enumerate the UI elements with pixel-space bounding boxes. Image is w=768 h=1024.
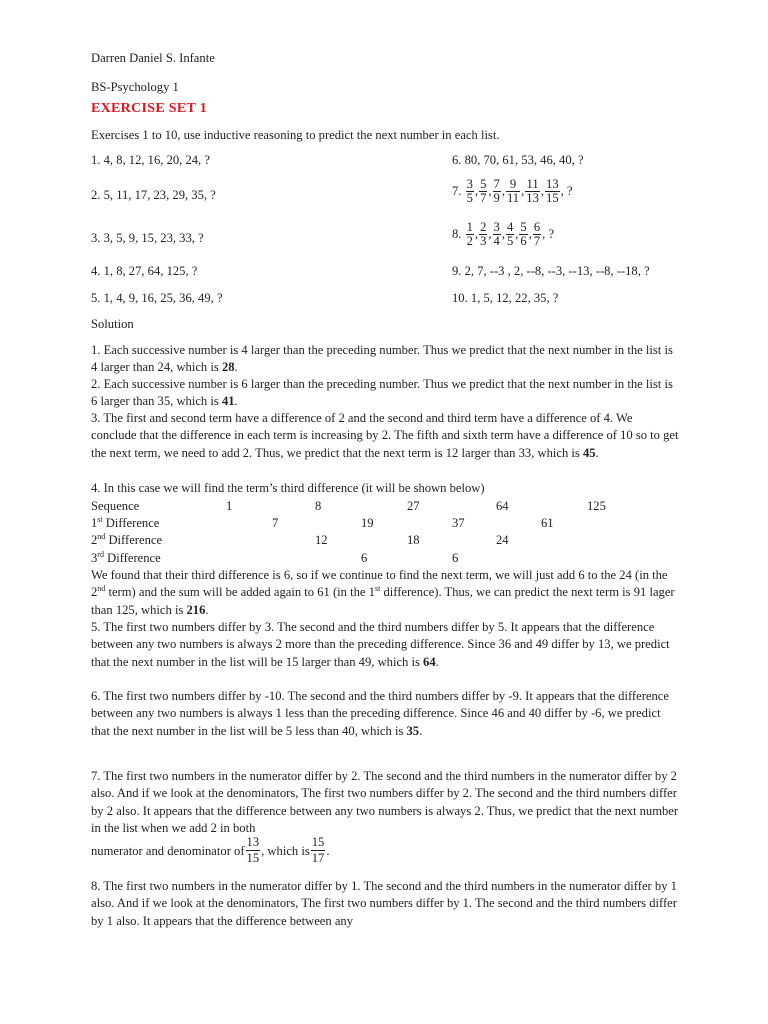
- third-difference-value: 6: [361, 551, 368, 565]
- solution-4-conclusion: We found that their third difference is 6, so if we continue to find the next term, we will just add 6 to the 24 (in the 2nd term) and the sum will be added again to 61 (in the 1st difference). Thus, we can predict the next term is 91 lager than 125, which is 216.: [91, 568, 675, 617]
- sequence-value: 64: [496, 499, 509, 513]
- fraction-numerator: 5: [480, 177, 487, 191]
- first-difference-value: 7: [272, 516, 279, 530]
- solution-heading: Solution: [91, 317, 134, 331]
- fraction-denominator: 13: [526, 191, 539, 205]
- fraction-denominator: 7: [533, 234, 541, 248]
- fraction: [493, 178, 501, 205]
- second-difference-value: 18: [407, 533, 420, 547]
- solution-1-answer: 28: [221, 360, 235, 375]
- fraction-13-15: $\frac{13}{15}$: [246, 835, 260, 865]
- fraction-denominator: 3: [480, 234, 487, 248]
- exercise-4: 4. 1, 8, 27, 64, 125, ?: [91, 264, 198, 278]
- solution-6: 6. The first two numbers differ by -10. The second and the third numbers differ by -9. It appears that the difference between any two numbers is always 1 less than the preceding difference. Since 46 and 40 differ by -6, we predict that the next number in the list will be 5 less than 40, which is 35.: [91, 689, 669, 738]
- fraction-denominator: 7: [480, 191, 487, 205]
- comma: ,: [474, 227, 479, 241]
- fraction-numerator: 5: [520, 220, 527, 234]
- fraction-denominator: 15: [546, 191, 559, 205]
- exercise-7: [452, 178, 573, 205]
- solution-5: 5. The first two numbers differ by 3. The second and the third numbers differ by 5. It appears that the difference between any two numbers is always 2 more than the preceding difference. Since 36 and 49 differ by 13, we predict that the next number in the list will be 15 larger than 49, which is 64.: [91, 620, 670, 669]
- fraction: [506, 178, 520, 205]
- sequence-value: 1: [226, 499, 233, 513]
- fraction: [506, 221, 514, 248]
- exercise-7-fractions: [465, 177, 564, 205]
- first-difference-value: 19: [361, 516, 374, 530]
- third-difference-value: 6: [452, 551, 459, 565]
- fraction-15-17: $\frac{15}{17}$: [311, 835, 325, 865]
- row-label-sequence: Sequence: [91, 499, 140, 513]
- fraction-numerator: 7: [493, 177, 500, 191]
- fraction: [466, 178, 474, 205]
- fraction-denominator: 6: [520, 234, 527, 248]
- row-label-second-difference: 2nd Difference: [91, 531, 163, 547]
- comma: ,: [542, 227, 546, 241]
- fraction: [545, 178, 560, 205]
- exercise-3: 3. 3, 5, 9, 15, 23, 33, ?: [91, 231, 204, 245]
- solution-5-answer: 64: [423, 654, 436, 669]
- solution-1-text: 1. Each successive number is 4 larger than the preceding number. Thus we predict that the next number in the list is 4 larger than 24, which is: [91, 343, 673, 375]
- comma: ,: [540, 184, 545, 198]
- solution-7: [91, 768, 681, 837]
- solution-6-answer: 35: [406, 723, 420, 738]
- fraction: [525, 178, 540, 205]
- fraction-numerator: 6: [533, 220, 541, 234]
- fraction-numerator: 4: [506, 220, 514, 234]
- first-difference-value: 37: [452, 516, 465, 530]
- fraction-numerator: 2: [480, 220, 487, 234]
- fraction-denominator: 11: [506, 191, 520, 205]
- fraction: [466, 221, 474, 248]
- solution-3-answer: 45: [582, 445, 596, 460]
- exercise-6: 6. 80, 70, 61, 53, 46, 40, ?: [452, 153, 584, 167]
- exercise-5: 5. 1, 4, 9, 16, 25, 36, 49, ?: [91, 291, 223, 305]
- comma: ,: [488, 184, 492, 198]
- solution-7-last-line: numerator and denominator of $\frac{13}{15}$ , which is $\frac{15}{17}$ .: [91, 835, 330, 865]
- fraction-numerator: 9: [506, 178, 520, 192]
- fraction-denominator: 5: [466, 191, 473, 205]
- sequence-value: 8: [315, 499, 322, 513]
- fraction: [533, 221, 541, 248]
- exercise-2: 2. 5, 11, 17, 23, 29, 35, ?: [91, 188, 216, 202]
- solution-1: 1. Each successive number is 4 larger than the preceding number. Thus we predict that the next number in the list is 4 larger than 24, which is 28.: [91, 343, 673, 375]
- solution-2: 2. Each successive number is 6 larger than the preceding number. Thus we predict that the next number in the list is 6 larger than 35, which is 41.: [91, 377, 673, 409]
- solution-3-text: 3. The first and second term have a difference of 2 and the second and third term have a difference of 4. We conclude that the difference in each term is increasing by 2. The fifth and sixth term have a difference of 10 so to get the next term, we need to add 2. Thus, we predict that the next term is 12 larger than 33, which is: [91, 411, 679, 460]
- fraction-numerator: 13: [546, 177, 559, 191]
- fraction-denominator: 4: [493, 234, 500, 248]
- fraction-numerator: 11: [526, 177, 539, 191]
- fraction-numerator: 3: [493, 220, 500, 234]
- solution-8-text: 8. The first two numbers in the numerator differ by 1. The second and the third numbers in the numerator differ by 1 also. And if we look at the denominators, The first two numbers differ by 1. The second and the third numbers differ by 1 also. It appears that the difference between any: [91, 879, 677, 928]
- fraction-denominator: 9: [493, 191, 500, 205]
- exercise-7-prefix: 7.: [452, 184, 462, 198]
- exercise-8-prefix: 8.: [452, 227, 462, 241]
- comma: ,: [501, 227, 505, 241]
- solution-4-intro: 4. In this case we will find the term’s third difference (it will be shown below): [91, 481, 485, 495]
- first-difference-value: 61: [541, 516, 554, 530]
- exercise-8: [452, 221, 554, 248]
- course-label: BS-Psychology 1: [91, 80, 179, 94]
- comma: ,: [560, 184, 564, 198]
- second-difference-value: 24: [496, 533, 509, 547]
- comma: ,: [488, 227, 492, 241]
- sequence-value: 125: [587, 499, 606, 513]
- comma: ,: [515, 227, 519, 241]
- comma: ,: [528, 227, 532, 241]
- exercise-8-fractions: [465, 220, 546, 248]
- fraction: [493, 221, 501, 248]
- solution-3: 3. The first and second term have a difference of 2 and the second and third term have a difference of 4. We conclude that the difference in each term is increasing by 2. The fifth and sixth term have a difference of 10 so to get the next term, we need to add 2. Thus, we predict that the next term is 12 larger than 33, which is 45.: [91, 411, 679, 460]
- fraction: [479, 178, 487, 205]
- fraction: [479, 221, 487, 248]
- comma: ,: [501, 184, 505, 198]
- instructions: Exercises 1 to 10, use inductive reasoning to predict the next number in each list.: [91, 128, 500, 142]
- fraction-denominator: 2: [466, 234, 473, 248]
- fraction-numerator: 1: [466, 220, 473, 234]
- solution-2-answer: 41: [221, 394, 235, 409]
- exercise-10: 10. 1, 5, 12, 22, 35, ?: [452, 291, 559, 305]
- row-label-third-difference: 3rd Difference: [91, 549, 161, 565]
- comma: ,: [474, 184, 479, 198]
- exercise-1: 1. 4, 8, 12, 16, 20, 24, ?: [91, 153, 210, 167]
- solution-5-text: 5. The first two numbers differ by 3. The second and the third numbers differ by 5. It appears that the difference between any two numbers is always 2 more than the preceding difference. Since 36 and 49 differ by 13, we predict that the next number in the list will be 15 larger than 49, which is: [91, 620, 670, 669]
- exercise-8-question: ?: [548, 227, 555, 241]
- fraction: [519, 221, 527, 248]
- author-name: Darren Daniel S. Infante: [91, 51, 215, 65]
- solution-4-answer: 216: [186, 602, 206, 617]
- sequence-value: 27: [407, 499, 420, 513]
- exercise-7-question: ?: [566, 184, 573, 198]
- exercise-9: 9. 2, 7, --3 , 2, --8, --3, --13, --8, --18, ?: [452, 264, 650, 278]
- solution-8: [91, 878, 681, 930]
- solution-7-text: 7. The first two numbers in the numerator differ by 2. The second and the third numbers in the numerator differ by 2 also. And if we look at the denominators, The first two numbers differ by 2. The second and the third numbers differ by 2 also. It appears that the difference between any two numbers is always 2. Thus, we predict that the next number in the list when we add 2 in both: [91, 769, 679, 835]
- fraction-denominator: 5: [506, 234, 514, 248]
- fraction-numerator: 3: [466, 177, 473, 191]
- row-label-first-difference: 1st Difference: [91, 514, 160, 530]
- second-difference-value: 12: [315, 533, 328, 547]
- comma: ,: [521, 184, 525, 198]
- solution-2-text: 2. Each successive number is 6 larger than the preceding number. Thus we predict that the next number in the list is 6 larger than 35, which is: [91, 377, 673, 409]
- solution-6-text: 6. The first two numbers differ by -10. The second and the third numbers differ by -9. It appears that the difference between any two numbers is always 1 less than the preceding difference. Since 46 and 40 differ by -6, we predict that the next number in the list will be 5 less than 40, which is: [91, 689, 669, 738]
- exercise-title: EXERCISE SET 1: [91, 101, 207, 116]
